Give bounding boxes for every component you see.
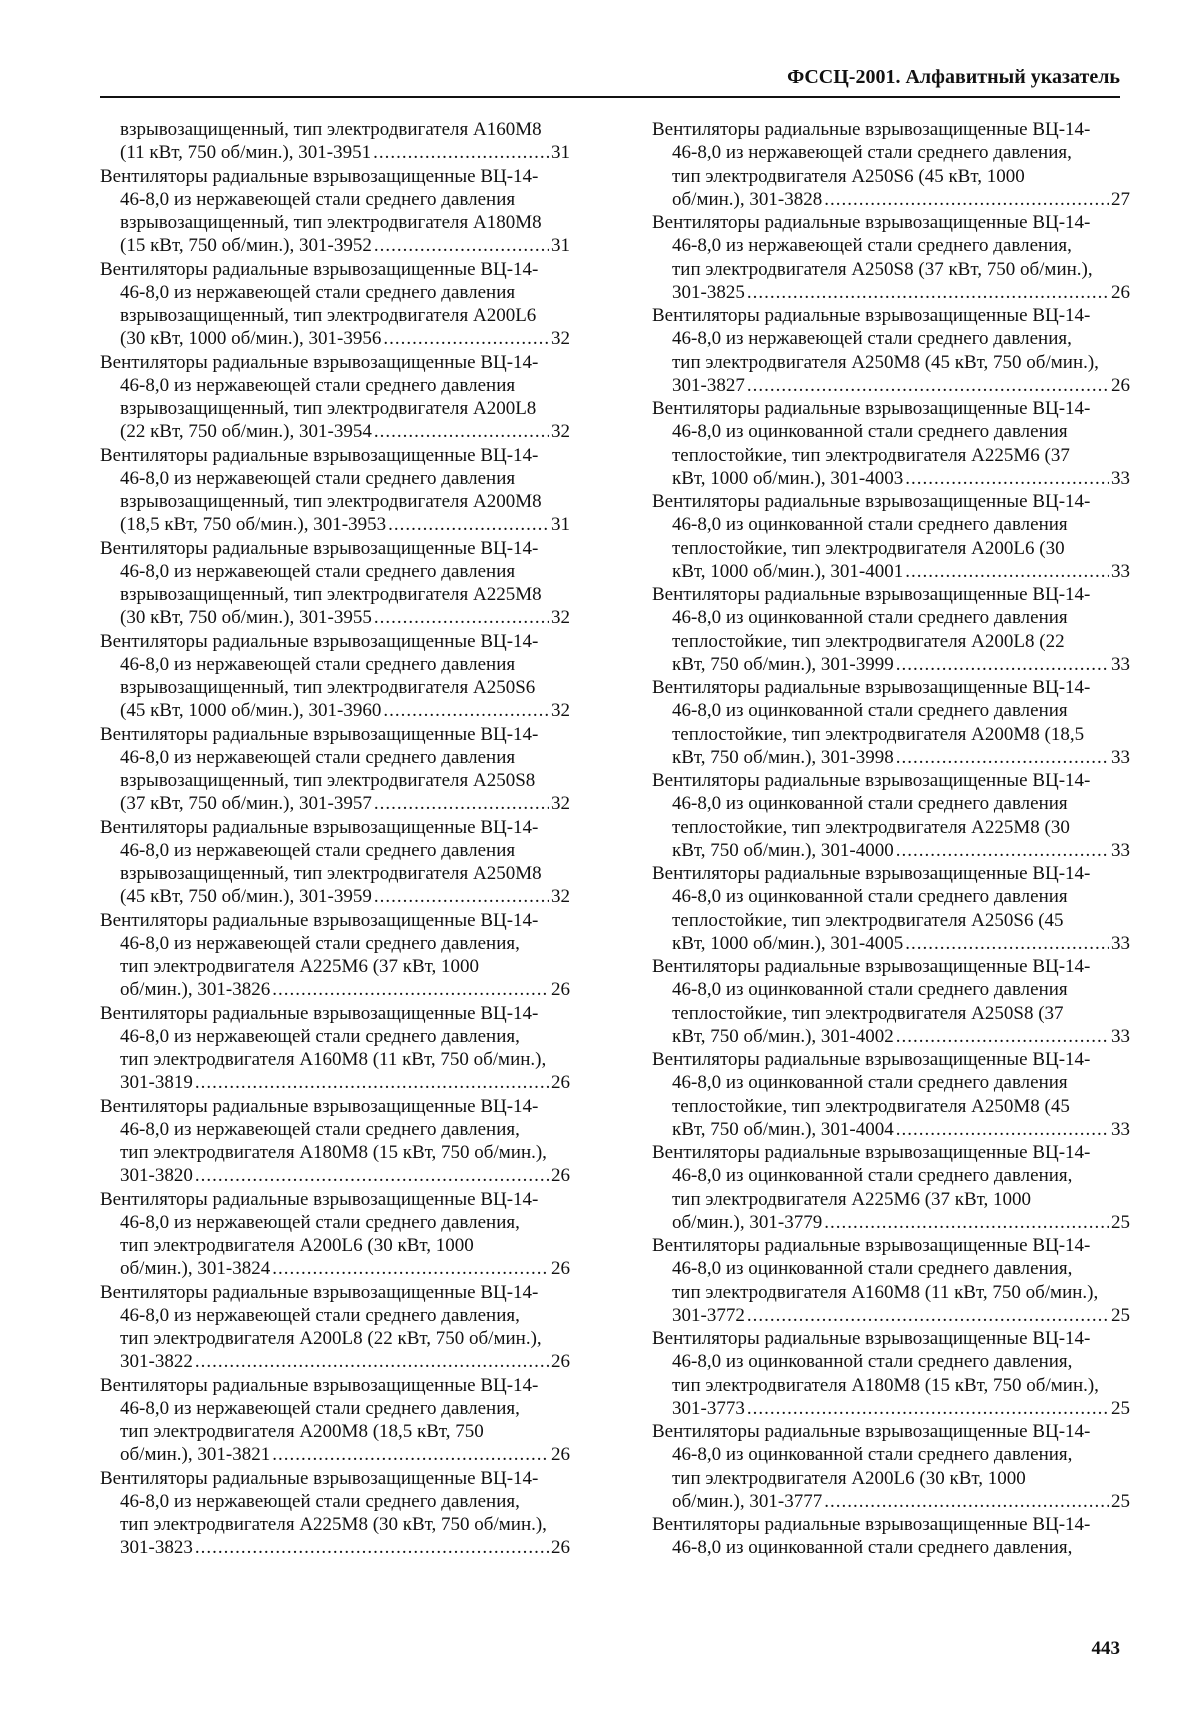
reference-code: об/мин.), 301-3826 bbox=[120, 979, 271, 1001]
index-entry bbox=[100, 118, 570, 165]
index-entry-line: взрывозащищенный, тип электродвигателя А200L8 bbox=[120, 398, 537, 419]
index-entry-line: тип электродвигателя А225М6 (37 кВт, 1000 bbox=[672, 1188, 1032, 1210]
index-entry-reference bbox=[100, 885, 570, 908]
index-entry bbox=[652, 304, 1130, 397]
dot-leader bbox=[747, 374, 1109, 397]
index-entry-line: 46-8,0 из нержавеющей стали среднего давления, bbox=[120, 932, 520, 954]
index-column-left bbox=[100, 118, 570, 1560]
index-entry-line: 46-8,0 из нержавеющей стали среднего давления, bbox=[120, 1211, 520, 1233]
dot-leader bbox=[374, 792, 549, 815]
reference-code: 301-3820 bbox=[120, 1165, 193, 1187]
page-reference: 26 bbox=[551, 1165, 570, 1187]
page-reference: 26 bbox=[551, 1072, 570, 1094]
index-entry-reference bbox=[100, 792, 570, 815]
index-entry-line: Вентиляторы радиальные взрывозащищенные ВЦ-14- bbox=[100, 816, 539, 838]
index-entry-reference bbox=[100, 327, 570, 350]
index-entry-reference bbox=[100, 606, 570, 629]
index-entry-line: 46-8,0 из нержавеющей стали среднего давления bbox=[120, 467, 516, 489]
page-reference: 32 bbox=[551, 421, 570, 443]
index-entry bbox=[652, 1048, 1130, 1141]
dot-leader bbox=[896, 653, 1109, 676]
dot-leader bbox=[374, 420, 549, 443]
dot-leader bbox=[747, 1304, 1109, 1327]
index-entry-line: тип электродвигателя А200М8 (18,5 кВт, 750 bbox=[120, 1421, 484, 1442]
index-entry-line: Вентиляторы радиальные взрывозащищенные ВЦ-14- bbox=[652, 1142, 1091, 1163]
index-entry-line: Вентиляторы радиальные взрывозащищенные ВЦ-14- bbox=[100, 1095, 539, 1117]
reference-code: об/мин.), 301-3821 bbox=[120, 1444, 271, 1466]
index-entry-line: 46-8,0 из нержавеющей стали среднего давления, bbox=[672, 235, 1072, 257]
index-entry-line: 46-8,0 из оцинкованной стали среднего давления bbox=[672, 421, 1068, 443]
dot-leader bbox=[195, 1164, 549, 1187]
index-entry bbox=[100, 444, 570, 537]
index-entry-line: Вентиляторы радиальные взрывозащищенные ВЦ-14- bbox=[652, 677, 1091, 698]
index-entry-reference bbox=[100, 1257, 570, 1280]
index-entry-reference bbox=[100, 1443, 570, 1466]
index-entry-line: 46-8,0 из нержавеющей стали среднего давления bbox=[120, 560, 516, 582]
page-reference: 32 bbox=[551, 607, 570, 629]
index-entry bbox=[652, 583, 1130, 676]
index-entry-line: тип электродвигателя А225М8 (30 кВт, 750 об/мин.), bbox=[120, 1514, 547, 1535]
index-entry-reference bbox=[652, 1118, 1130, 1141]
page-reference: 33 bbox=[1111, 560, 1130, 582]
index-entry-line: 46-8,0 из нержавеющей стали среднего давления, bbox=[120, 1025, 520, 1047]
dot-leader bbox=[373, 141, 549, 164]
page-reference: 31 bbox=[551, 514, 570, 536]
index-entry-reference bbox=[652, 374, 1130, 397]
index-entry bbox=[652, 1327, 1130, 1420]
page-reference: 33 bbox=[1111, 1025, 1130, 1047]
reference-code: об/мин.), 301-3777 bbox=[672, 1490, 823, 1512]
reference-code: 301-3825 bbox=[672, 281, 745, 303]
dot-leader bbox=[896, 746, 1109, 769]
index-column-right bbox=[652, 118, 1130, 1560]
page-reference: 26 bbox=[551, 1258, 570, 1280]
index-entry bbox=[652, 1234, 1130, 1327]
index-entry-line: 46-8,0 из нержавеющей стали среднего давления, bbox=[120, 1304, 520, 1326]
index-entry-line: 46-8,0 из оцинкованной стали среднего давления, bbox=[672, 1537, 1073, 1559]
index-entry-reference bbox=[652, 1304, 1130, 1327]
index-entry-reference bbox=[100, 1350, 570, 1373]
index-entry-reference bbox=[652, 188, 1130, 211]
reference-code: кВт, 750 об/мин.), 301-3999 bbox=[672, 653, 894, 675]
index-entry-line: Вентиляторы радиальные взрывозащищенные ВЦ-14- bbox=[100, 630, 539, 652]
index-entry-line: тип электродвигателя А200L6 (30 кВт, 1000 bbox=[672, 1467, 1026, 1489]
reference-code: (30 кВт, 750 об/мин.), 301-3955 bbox=[120, 607, 372, 629]
index-entry-line: теплостойкие, тип электродвигателя А200L6 (30 bbox=[672, 537, 1065, 559]
reference-code: кВт, 750 об/мин.), 301-4002 bbox=[672, 1025, 894, 1047]
dot-leader bbox=[195, 1536, 549, 1559]
index-entry-line: теплостойкие, тип электродвигателя А200М8 (18,5 bbox=[672, 723, 1085, 745]
index-entry-reference bbox=[100, 513, 570, 536]
index-entry-line: взрывозащищенный, тип электродвигателя А225М8 bbox=[120, 584, 542, 605]
index-entry-line: взрывозащищенный, тип электродвигателя А200L6 bbox=[120, 305, 537, 326]
index-entry-line: Вентиляторы радиальные взрывозащищенные ВЦ-14- bbox=[100, 1467, 539, 1489]
page-reference: 32 bbox=[551, 328, 570, 350]
page-reference: 33 bbox=[1111, 653, 1130, 675]
index-entry bbox=[100, 630, 570, 723]
dot-leader bbox=[896, 1025, 1109, 1048]
reference-code: кВт, 750 об/мин.), 301-4004 bbox=[672, 1118, 894, 1140]
index-entry-reference bbox=[652, 932, 1130, 955]
index-entry bbox=[652, 769, 1130, 862]
page-reference: 31 bbox=[551, 142, 570, 164]
page-reference: 26 bbox=[551, 1444, 570, 1466]
index-entry-line: Вентиляторы радиальные взрывозащищенные ВЦ-14- bbox=[100, 444, 539, 466]
page-reference: 26 bbox=[551, 1537, 570, 1559]
dot-leader bbox=[272, 1443, 549, 1466]
page-reference: 26 bbox=[551, 1351, 570, 1373]
index-entry bbox=[100, 165, 570, 258]
reference-code: 301-3827 bbox=[672, 374, 745, 396]
index-entry bbox=[100, 1095, 570, 1188]
reference-code: (37 кВт, 750 об/мин.), 301-3957 bbox=[120, 793, 372, 815]
dot-leader bbox=[272, 1257, 549, 1280]
index-entry-reference bbox=[100, 141, 570, 164]
reference-code: (11 кВт, 750 об/мин.), 301-3951 bbox=[120, 142, 372, 164]
index-entry-reference bbox=[100, 1536, 570, 1559]
reference-code: 301-3772 bbox=[672, 1304, 745, 1326]
index-entry-line: 46-8,0 из нержавеющей стали среднего давления bbox=[120, 188, 516, 210]
page-reference: 33 bbox=[1111, 932, 1130, 954]
index-entry-line: Вентиляторы радиальные взрывозащищенные ВЦ-14- bbox=[652, 212, 1091, 233]
reference-code: об/мин.), 301-3824 bbox=[120, 1258, 271, 1280]
reference-code: (30 кВт, 1000 об/мин.), 301-3956 bbox=[120, 328, 382, 350]
reference-code: кВт, 1000 об/мин.), 301-4005 bbox=[672, 932, 904, 954]
index-entry bbox=[100, 1188, 570, 1281]
index-entry-reference bbox=[652, 1397, 1130, 1420]
index-entry-line: взрывозащищенный, тип электродвигателя А250S6 bbox=[120, 677, 536, 698]
index-entry-line: тип электродвигателя А225М6 (37 кВт, 1000 bbox=[120, 956, 480, 977]
index-entry bbox=[100, 723, 570, 816]
index-entry-line: 46-8,0 из оцинкованной стали среднего давления bbox=[672, 607, 1068, 629]
index-entry-line: взрывозащищенный, тип электродвигателя А200М8 bbox=[120, 491, 542, 512]
index-entry-line: Вентиляторы радиальные взрывозащищенные ВЦ-14- bbox=[652, 491, 1091, 512]
index-entry-line: теплостойкие, тип электродвигателя А225М6 (37 bbox=[672, 444, 1070, 466]
page-reference: 26 bbox=[1111, 374, 1130, 396]
index-entry-line: теплостойкие, тип электродвигателя А225М8 (30 bbox=[672, 816, 1070, 838]
index-entry-line: 46-8,0 из нержавеющей стали среднего давления, bbox=[120, 1490, 520, 1512]
index-entry-line: 46-8,0 из оцинкованной стали среднего давления bbox=[672, 793, 1068, 815]
index-entry-line: теплостойкие, тип электродвигателя А250S6 (45 bbox=[672, 909, 1064, 931]
index-entry-reference bbox=[100, 234, 570, 257]
index-entry-line: Вентиляторы радиальные взрывозащищенные ВЦ-14- bbox=[100, 1374, 539, 1396]
index-entry-line: 46-8,0 из нержавеющей стали среднего давления, bbox=[120, 1118, 520, 1140]
dot-leader bbox=[374, 234, 549, 257]
page-reference: 25 bbox=[1111, 1211, 1130, 1233]
dot-leader bbox=[905, 560, 1109, 583]
index-entry-line: Вентиляторы радиальные взрывозащищенные ВЦ-14- bbox=[100, 723, 539, 745]
index-entry-reference bbox=[652, 746, 1130, 769]
page-reference: 33 bbox=[1111, 839, 1130, 861]
dot-leader bbox=[195, 1350, 549, 1373]
index-entry-line: Вентиляторы радиальные взрывозащищенные ВЦ-14- bbox=[652, 1328, 1091, 1349]
index-entry-line: Вентиляторы радиальные взрывозащищенные ВЦ-14- bbox=[652, 584, 1091, 605]
index-entry-line: теплостойкие, тип электродвигателя А250М8 (45 bbox=[672, 1095, 1070, 1117]
index-entry bbox=[652, 862, 1130, 955]
index-entry bbox=[652, 397, 1130, 490]
index-entry-reference bbox=[100, 978, 570, 1001]
index-entry-reference bbox=[100, 1071, 570, 1094]
index-entry-line: 46-8,0 из нержавеющей стали среднего давления bbox=[120, 839, 516, 861]
index-entry bbox=[100, 1002, 570, 1095]
reference-code: 301-3773 bbox=[672, 1397, 745, 1419]
index-entry-line: 46-8,0 из оцинкованной стали среднего давления, bbox=[672, 1165, 1073, 1187]
dot-leader bbox=[374, 885, 549, 908]
index-entry-line: взрывозащищенный, тип электродвигателя А250М8 bbox=[120, 863, 542, 884]
reference-code: кВт, 1000 об/мин.), 301-4001 bbox=[672, 560, 904, 582]
index-entry-reference bbox=[652, 281, 1130, 304]
page-reference: 26 bbox=[1111, 281, 1130, 303]
index-entry bbox=[652, 1141, 1130, 1234]
index-entry-line: Вентиляторы радиальные взрывозащищенные ВЦ-14- bbox=[652, 1049, 1091, 1070]
index-entry-line: Вентиляторы радиальные взрывозащищенные ВЦ-14- bbox=[100, 1002, 539, 1024]
index-entry-line: 46-8,0 из оцинкованной стали среднего давления, bbox=[672, 1444, 1073, 1466]
index-entry-line: Вентиляторы радиальные взрывозащищенные ВЦ-14- bbox=[652, 770, 1091, 791]
index-entry-reference bbox=[100, 1164, 570, 1187]
dot-leader bbox=[824, 1490, 1109, 1513]
reference-code: 301-3819 bbox=[120, 1072, 193, 1094]
dot-leader bbox=[824, 188, 1109, 211]
index-entry bbox=[100, 1281, 570, 1374]
index-entry-line: Вентиляторы радиальные взрывозащищенные ВЦ-14- bbox=[652, 863, 1091, 884]
dot-leader bbox=[747, 281, 1109, 304]
index-entry-line: 46-8,0 из оцинкованной стали среднего давления bbox=[672, 979, 1068, 1001]
dot-leader bbox=[747, 1397, 1109, 1420]
index-entry-line: тип электродвигателя А180М8 (15 кВт, 750 об/мин.), bbox=[120, 1142, 547, 1163]
dot-leader bbox=[374, 606, 549, 629]
page-number: 443 bbox=[1091, 1638, 1120, 1659]
index-entry-line: 46-8,0 из нержавеющей стали среднего давления bbox=[120, 374, 516, 396]
reference-code: кВт, 750 об/мин.), 301-3998 bbox=[672, 746, 894, 768]
index-entry-line: теплостойкие, тип электродвигателя А200L8 (22 bbox=[672, 630, 1065, 652]
index-entry-reference bbox=[100, 420, 570, 443]
dot-leader bbox=[383, 327, 549, 350]
index-entry-line: 46-8,0 из оцинкованной стали среднего давления bbox=[672, 886, 1068, 908]
index-entry-line: тип электродвигателя А200L8 (22 кВт, 750 об/мин.), bbox=[120, 1328, 542, 1349]
index-entry bbox=[100, 1374, 570, 1467]
index-entry-line: Вентиляторы радиальные взрывозащищенные ВЦ-14- bbox=[652, 956, 1091, 977]
reference-code: кВт, 750 об/мин.), 301-4000 bbox=[672, 839, 894, 861]
page-reference: 25 bbox=[1111, 1397, 1130, 1419]
index-entry-line: 46-8,0 из оцинкованной стали среднего давления bbox=[672, 700, 1068, 722]
reference-code: об/мин.), 301-3779 bbox=[672, 1211, 823, 1233]
page-reference: 32 bbox=[551, 886, 570, 908]
index-entry-line: тип электродвигателя А200L6 (30 кВт, 1000 bbox=[120, 1235, 474, 1256]
index-entry bbox=[652, 676, 1130, 769]
index-entry-line: теплостойкие, тип электродвигателя А250S8 (37 bbox=[672, 1002, 1064, 1024]
index-entry-line: тип электродвигателя А160М8 (11 кВт, 750 об/мин.), bbox=[120, 1049, 547, 1070]
index-entry-reference bbox=[652, 1025, 1130, 1048]
dot-leader bbox=[905, 932, 1109, 955]
index-entry-line: Вентиляторы радиальные взрывозащищенные ВЦ-14- bbox=[100, 258, 539, 280]
index-entry bbox=[652, 1513, 1130, 1560]
index-entry-line: 46-8,0 из оцинкованной стали среднего давления bbox=[672, 1072, 1068, 1094]
index-entry bbox=[652, 211, 1130, 304]
dot-leader bbox=[195, 1071, 549, 1094]
index-entry bbox=[100, 537, 570, 630]
index-entry-reference bbox=[652, 653, 1130, 676]
index-entry-line: 46-8,0 из нержавеющей стали среднего давления bbox=[120, 281, 516, 303]
index-entry-line: 46-8,0 из нержавеющей стали среднего давления, bbox=[672, 328, 1072, 350]
index-entry bbox=[100, 258, 570, 351]
index-entry-line: Вентиляторы радиальные взрывозащищенные ВЦ-14- bbox=[652, 1514, 1091, 1535]
index-entry bbox=[652, 490, 1130, 583]
page-reference: 25 bbox=[1111, 1304, 1130, 1326]
page-header: ФССЦ-2001. Алфавитный указатель bbox=[787, 66, 1120, 88]
index-entry-line: Вентиляторы радиальные взрывозащищенные ВЦ-14- bbox=[100, 165, 539, 187]
index-entry-line: 46-8,0 из нержавеющей стали среднего давления bbox=[120, 746, 516, 768]
index-entry-line: взрывозащищенный, тип электродвигателя А180М8 bbox=[120, 212, 542, 233]
index-entry bbox=[100, 909, 570, 1002]
index-entry-line: Вентиляторы радиальные взрывозащищенные ВЦ-14- bbox=[100, 1188, 539, 1210]
reference-code: (15 кВт, 750 об/мин.), 301-3952 bbox=[120, 235, 372, 257]
dot-leader bbox=[824, 1211, 1109, 1234]
index-entry-line: Вентиляторы радиальные взрывозащищенные ВЦ-14- bbox=[652, 398, 1091, 419]
index-entry-line: Вентиляторы радиальные взрывозащищенные ВЦ-14- bbox=[652, 1421, 1091, 1442]
index-entry-reference bbox=[652, 1211, 1130, 1234]
index-entry bbox=[652, 118, 1130, 211]
dot-leader bbox=[896, 1118, 1109, 1141]
index-entry-line: 46-8,0 из оцинкованной стали среднего давления, bbox=[672, 1258, 1073, 1280]
page-reference: 31 bbox=[551, 235, 570, 257]
page-reference: 27 bbox=[1111, 188, 1130, 210]
dot-leader bbox=[272, 978, 549, 1001]
page-reference: 33 bbox=[1111, 1118, 1130, 1140]
page-reference: 26 bbox=[551, 979, 570, 1001]
reference-code: об/мин.), 301-3828 bbox=[672, 188, 823, 210]
index-entry-reference bbox=[652, 839, 1130, 862]
page-reference: 33 bbox=[1111, 746, 1130, 768]
index-entry-line: Вентиляторы радиальные взрывозащищенные ВЦ-14- bbox=[652, 119, 1091, 140]
page-reference: 33 bbox=[1111, 467, 1130, 489]
page-reference: 25 bbox=[1111, 1490, 1130, 1512]
index-entry bbox=[652, 955, 1130, 1048]
index-entry bbox=[100, 1467, 570, 1560]
header-rule bbox=[100, 96, 1120, 98]
reference-code: (45 кВт, 1000 об/мин.), 301-3960 bbox=[120, 700, 382, 722]
index-entry-line: 46-8,0 из нержавеющей стали среднего давления, bbox=[672, 142, 1072, 164]
index-entry-line: Вентиляторы радиальные взрывозащищенные ВЦ-14- bbox=[100, 1281, 539, 1303]
index-entry bbox=[100, 816, 570, 909]
index-entry-line: тип электродвигателя А160М8 (11 кВт, 750 об/мин.), bbox=[672, 1281, 1099, 1303]
reference-code: (18,5 кВт, 750 об/мин.), 301-3953 bbox=[120, 514, 387, 536]
index-entry bbox=[652, 1420, 1130, 1513]
index-entry-reference bbox=[652, 560, 1130, 583]
reference-code: 301-3823 bbox=[120, 1537, 193, 1559]
page-reference: 32 bbox=[551, 700, 570, 722]
index-entry-line: тип электродвигателя А180М8 (15 кВт, 750 об/мин.), bbox=[672, 1374, 1099, 1396]
index-entry-line: Вентиляторы радиальные взрывозащищенные ВЦ-14- bbox=[100, 909, 539, 931]
page-reference: 32 bbox=[551, 793, 570, 815]
index-entry-line: взрывозащищенный, тип электродвигателя А250S8 bbox=[120, 770, 536, 791]
dot-leader bbox=[383, 699, 549, 722]
dot-leader bbox=[388, 513, 549, 536]
index-entry-line: взрывозащищенный, тип электродвигателя А160М8 bbox=[120, 119, 542, 140]
index-entry-line: тип электродвигателя А250S6 (45 кВт, 1000 bbox=[672, 165, 1025, 187]
index-entry-line: Вентиляторы радиальные взрывозащищенные ВЦ-14- bbox=[100, 351, 539, 373]
reference-code: (45 кВт, 750 об/мин.), 301-3959 bbox=[120, 886, 372, 908]
dot-leader bbox=[896, 839, 1109, 862]
index-entry-line: Вентиляторы радиальные взрывозащищенные ВЦ-14- bbox=[652, 1235, 1091, 1256]
index-entry-reference bbox=[100, 699, 570, 722]
index-entry-line: тип электродвигателя А250М8 (45 кВт, 750 об/мин.), bbox=[672, 351, 1099, 373]
reference-code: кВт, 1000 об/мин.), 301-4003 bbox=[672, 467, 904, 489]
reference-code: (22 кВт, 750 об/мин.), 301-3954 bbox=[120, 421, 372, 443]
index-entry bbox=[100, 351, 570, 444]
dot-leader bbox=[905, 467, 1109, 490]
index-entry-reference bbox=[652, 467, 1130, 490]
index-entry-line: 46-8,0 из нержавеющей стали среднего давления bbox=[120, 653, 516, 675]
reference-code: 301-3822 bbox=[120, 1351, 193, 1373]
index-entry-line: Вентиляторы радиальные взрывозащищенные ВЦ-14- bbox=[652, 305, 1091, 326]
index-entry-line: Вентиляторы радиальные взрывозащищенные ВЦ-14- bbox=[100, 537, 539, 559]
index-entry-line: 46-8,0 из оцинкованной стали среднего давления bbox=[672, 514, 1068, 536]
index-entry-line: 46-8,0 из оцинкованной стали среднего давления, bbox=[672, 1351, 1073, 1373]
index-entry-line: тип электродвигателя А250S8 (37 кВт, 750 об/мин.), bbox=[672, 258, 1093, 280]
index-entry-reference bbox=[652, 1490, 1130, 1513]
index-entry-line: 46-8,0 из нержавеющей стали среднего давления, bbox=[120, 1397, 520, 1419]
